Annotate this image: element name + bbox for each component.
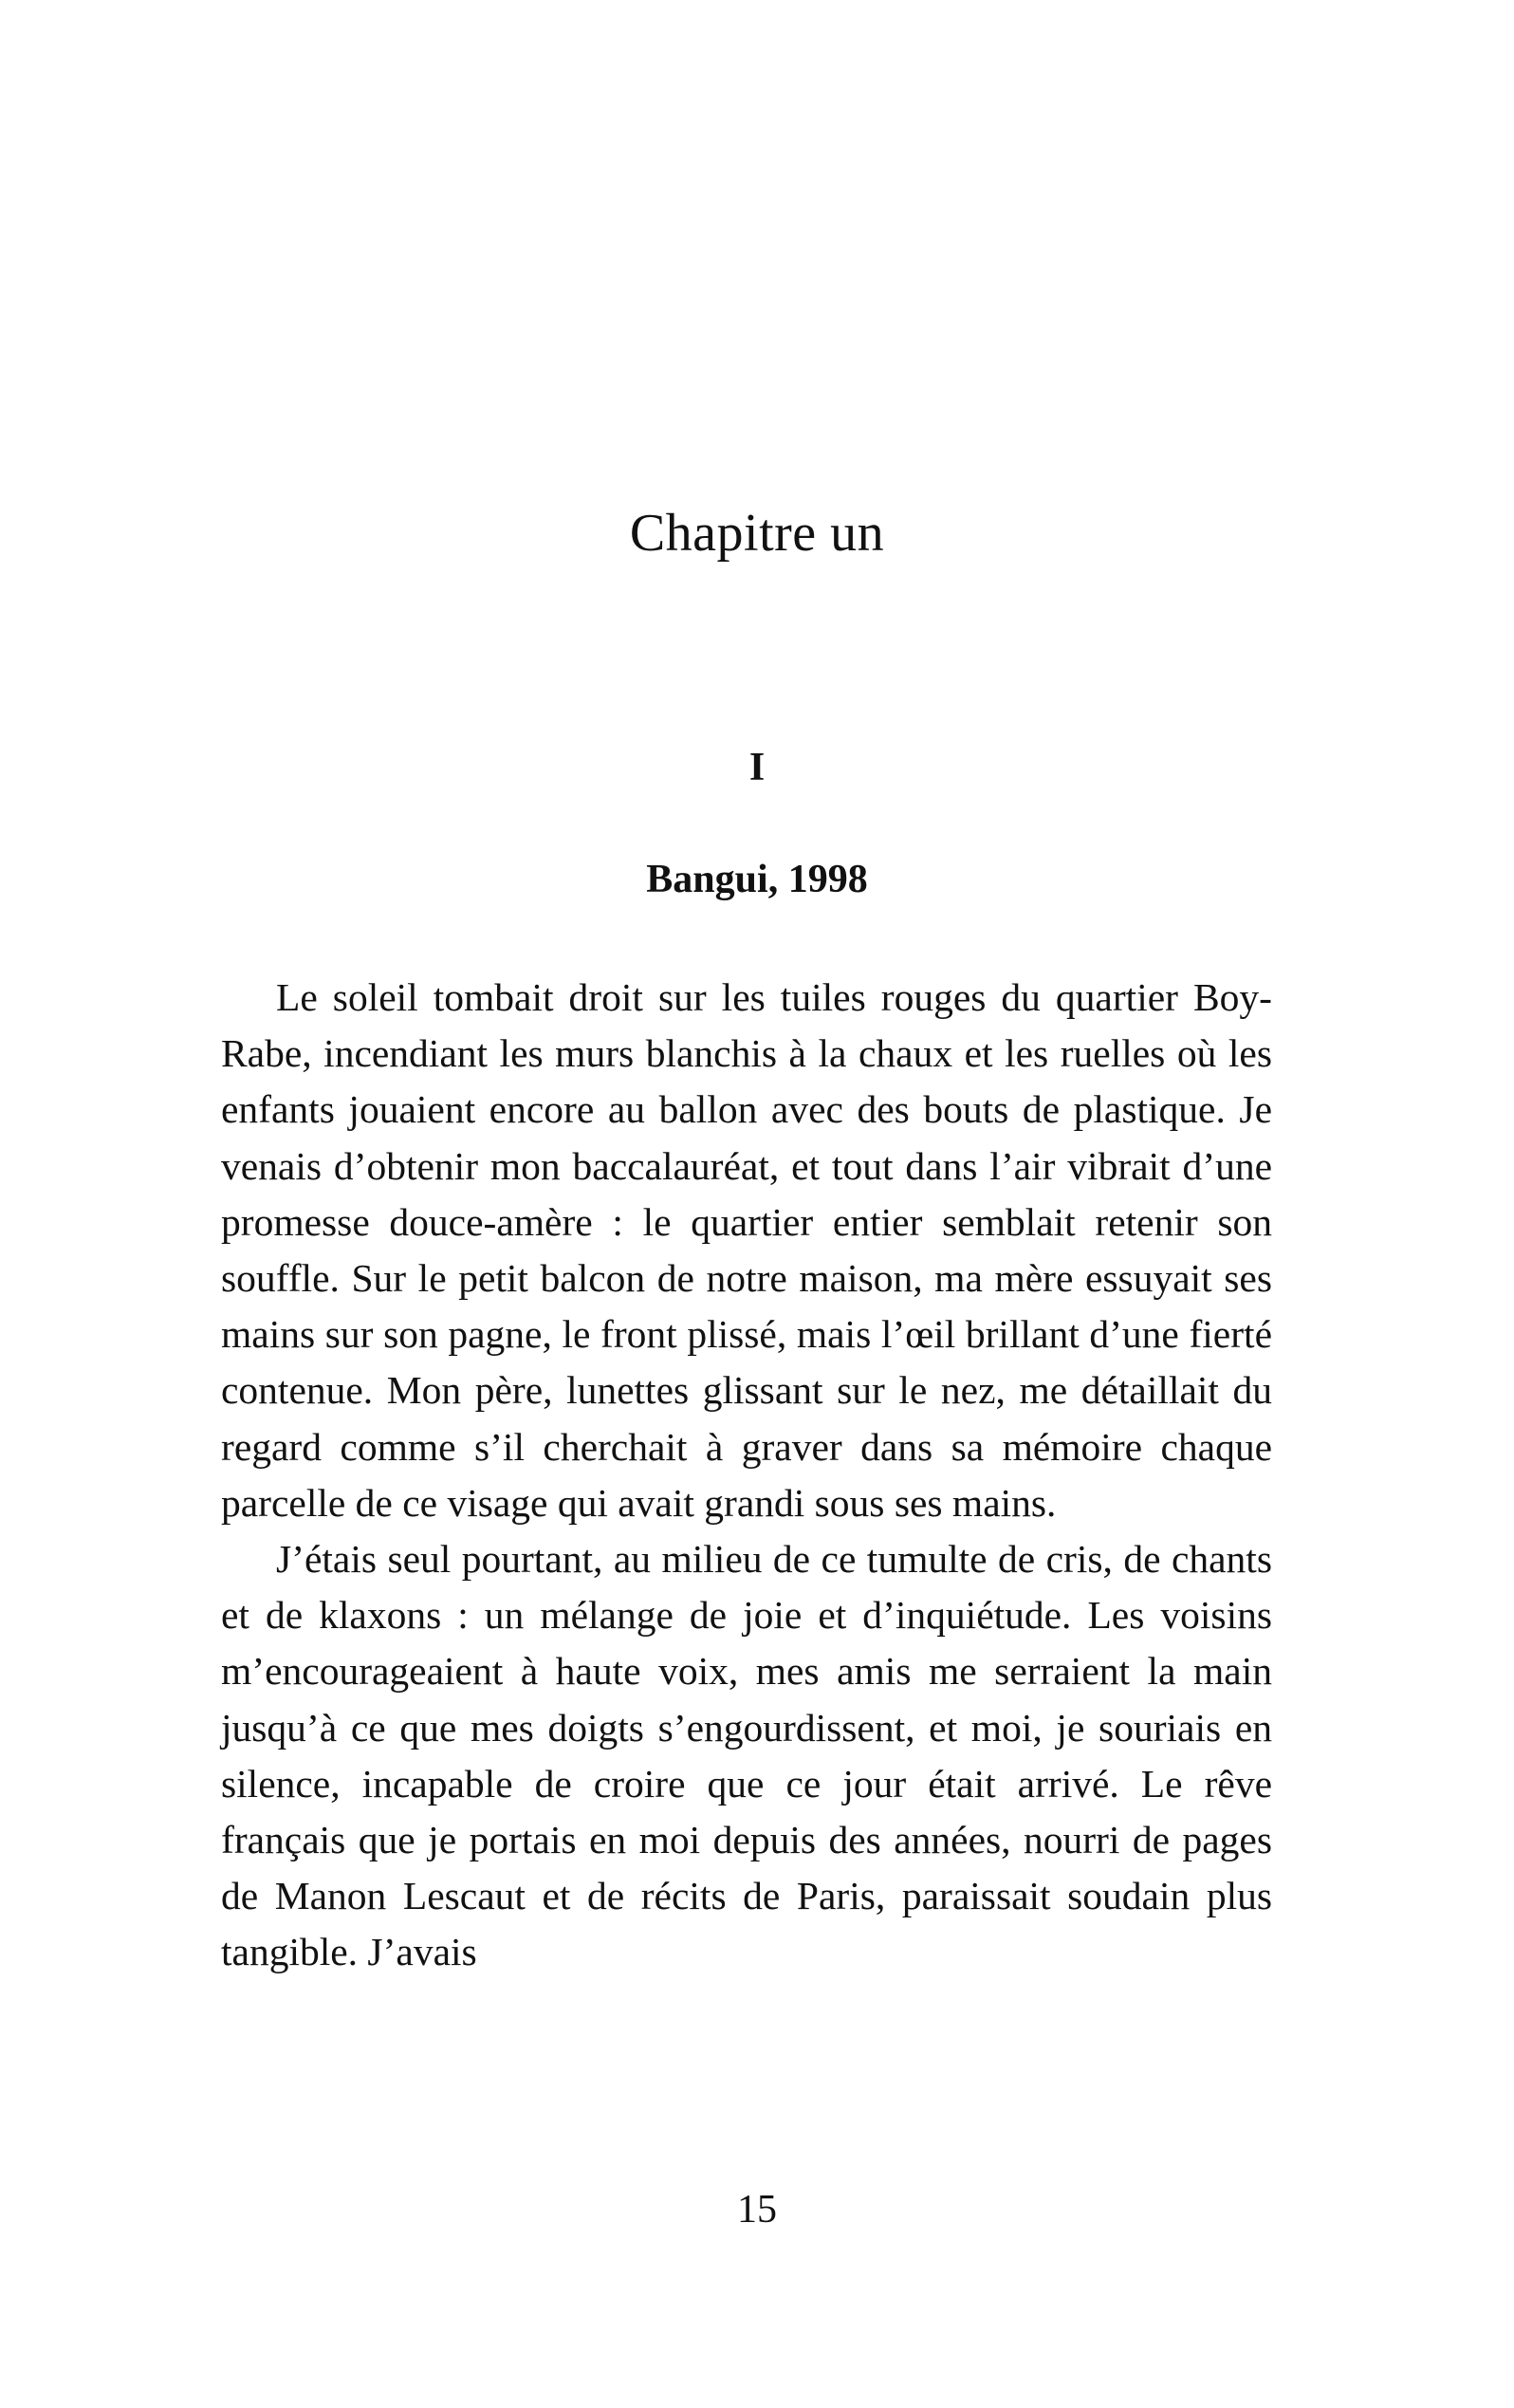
page-number: 15 xyxy=(737,2188,777,2232)
chapter-title: Chapitre un xyxy=(629,504,885,563)
body-text xyxy=(221,970,1272,1981)
section-heading: Bangui, 1998 xyxy=(646,858,868,901)
paragraph: J’étais seul pourtant, au milieu de ce tumulte de cris, de chants et de klaxons : un mélange de joie et d’inquiétude. Les voisins m’encourageaient à haute voix, mes amis me serraient la main jusqu’à ce que mes doigts s’engourdissent, et moi, je souriais en silence, incapable de croire que ce jour était arrivé. Le rêve français que je portais en moi depuis des années, nourri de pages de Manon Lescaut et de récits de Paris, paraissait soudain plus tangible. J’avais xyxy=(221,1537,1272,1974)
paragraph: Le soleil tombait droit sur les tuiles rouges du quartier Boy-Rabe, incendiant les murs blanchis à la chaux et les ruelles où les enfants jouaient encore au ballon avec des bouts de plastique. Je venais d’obtenir mon baccalauréat, et tout dans l’air vibrait d’une promesse douce-amère : le quartier entier semblait retenir son souffle. Sur le petit balcon de notre maison, ma mère essuyait ses mains sur son pagne, le front plissé, mais l’œil brillant d’une fierté contenue. Mon père, lunettes glissant sur le nez, me détaillait du regard comme s’il cherchait à graver dans sa mémoire chaque parcelle de ce visage qui avait grandi sous ses mains. xyxy=(221,975,1272,1525)
section-number: I xyxy=(748,746,766,789)
